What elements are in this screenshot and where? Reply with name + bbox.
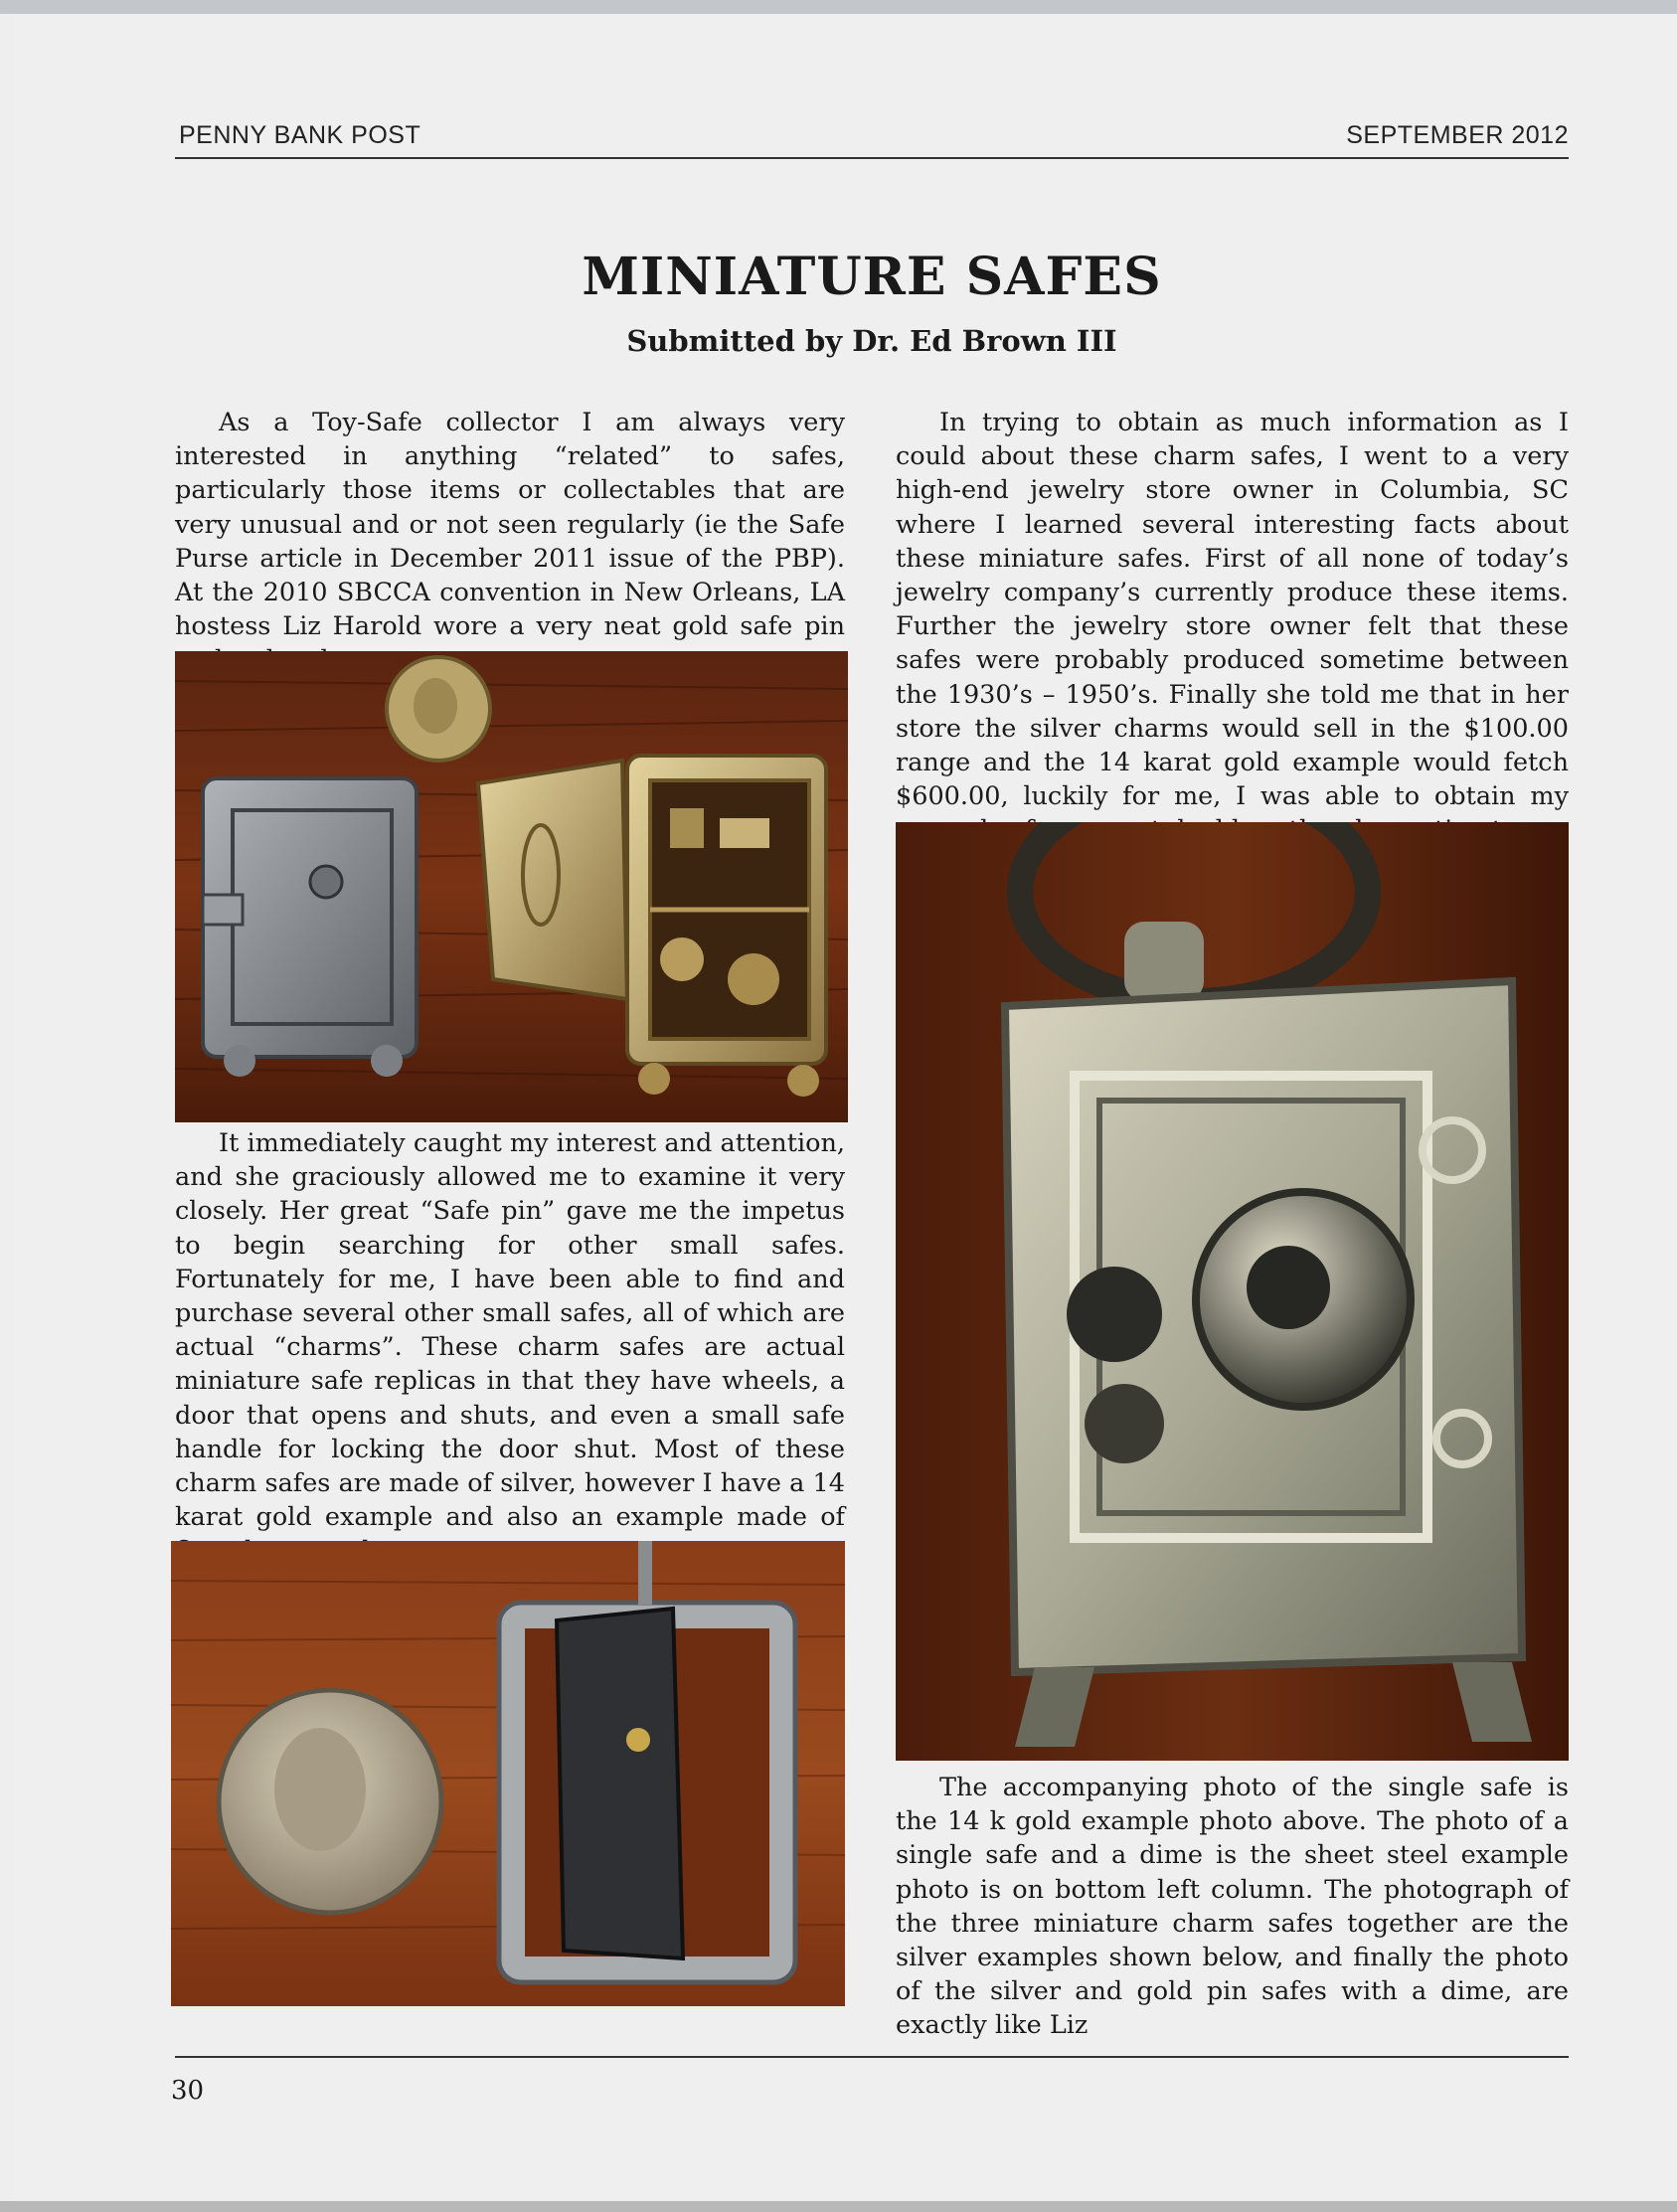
scan-bottom-edge	[0, 2201, 1677, 2212]
gold-safe-photo	[896, 822, 1569, 1761]
scan-top-edge	[0, 0, 1677, 14]
footer-rule	[175, 2056, 1569, 2058]
running-header-date: SEPTEMBER 2012	[1346, 121, 1569, 149]
header-rule	[175, 157, 1569, 159]
article-byline: Submitted by Dr. Ed Brown III	[626, 324, 1117, 358]
gold-safe-image	[896, 822, 1569, 1761]
article-title: MINIATURE SAFES	[582, 247, 1162, 307]
paragraph-jeweler: In trying to obtain as much information as I could about these charm safes, I went to a very high-end jewelry store owner in Columbia, SC where I learned several interesting facts about these miniature safes. First of all none of today’s jewelry company’s currently produce these items. Further the jewelry store owner felt that these safes were probably produced sometime between the 1930’s – 1950’s. Finally she told me that in her store the silver charms would sell in the $100.00 range and the 14 karat gold example would fetch $600.00, luckily for me, I was able to obtain my	[896, 408, 1569, 812]
steel-safe-image	[171, 1541, 845, 2006]
page-number: 30	[171, 2076, 205, 2106]
pin-safes-image	[175, 651, 848, 1122]
running-header-publication: PENNY BANK POST	[179, 121, 421, 149]
paragraph-intro: As a Toy-Safe collector I am always very interested in anything “related” to safes, particularly those items or collectables that are very unusual and or not seen regularly (ie the Safe Purse article in December 2011 issue of the PBP). At the 2010 SBCCA convention in New Orleans, LA hostess Liz Harold wore a very neat gold safe pin	[175, 408, 845, 642]
paragraph-pin: It immediately caught my interest and attention, and she graciously allowed me to examine it very closely. Her great “Safe pin” gave me the impetus to begin searching for other small safes. Fortunately for me, I have been able to find and purchase several other small safes, all of which are actual “charms”. These charm safes are actual miniature safe replicas in that they have wheels, a door that opens and shuts, and even a small safe handle for locking the door shut. Most of these charm safes are made of silver, however I have a 14 karat gold example and also an example made of	[175, 1128, 845, 1533]
pin-safes-photo	[175, 651, 848, 1122]
paragraph-photo-notes: The accompanying photo of the single safe is the 14 k gold example photo above. The photo of a single safe and a dime is the sheet steel example photo is on bottom left column. The photograph of the three miniature charm safes together are the silver examples shown below, and finally the photo of the silver and gold pin safes with a dime, are exactly like Liz	[896, 1773, 1569, 2041]
steel-safe-photo	[171, 1541, 845, 2006]
